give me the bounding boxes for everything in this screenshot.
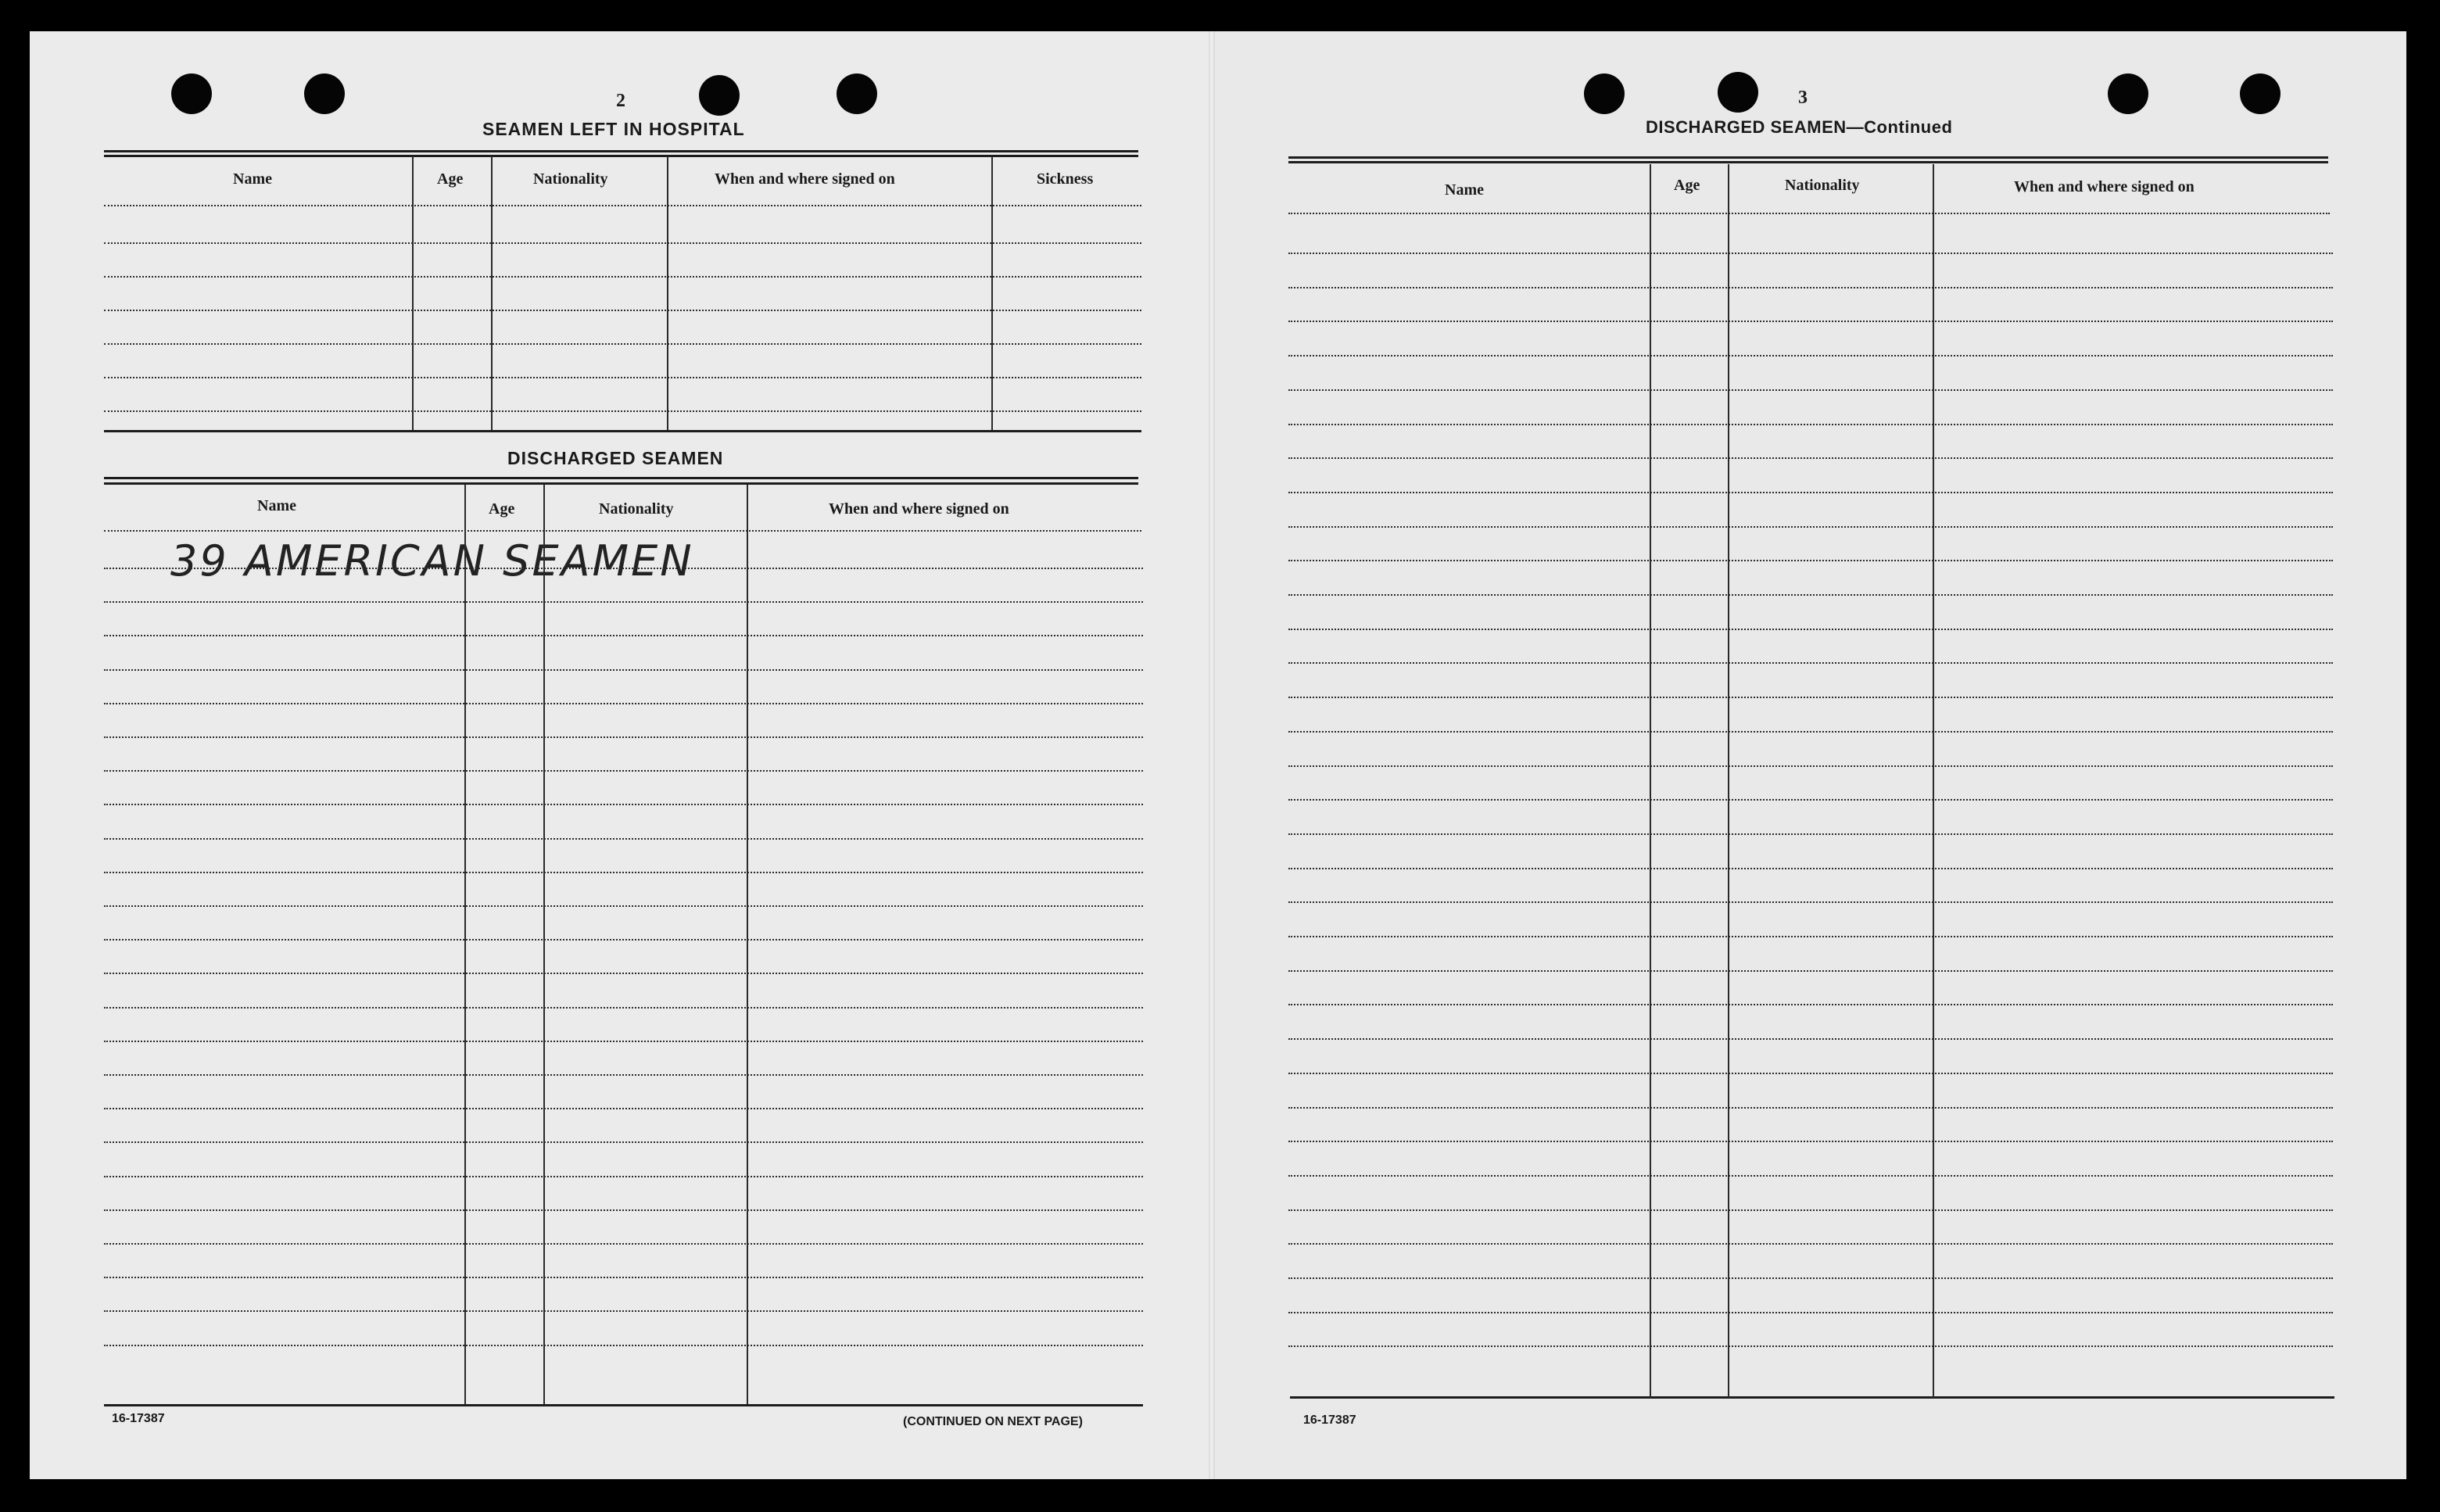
rule-line (1288, 594, 2333, 596)
col-header-sickness: Sickness (1037, 170, 1094, 188)
punch-hole (1584, 73, 1625, 114)
col-header-signed-on: When and where signed on (2014, 178, 2195, 195)
rule-line (1288, 970, 2333, 972)
rule-line (1288, 1004, 2333, 1005)
rule-line (104, 242, 1141, 244)
col-header-signed-on: When and where signed on (715, 170, 895, 188)
discharged-section-title: DISCHARGED SEAMEN (507, 448, 724, 468)
rule-line (1288, 868, 2333, 869)
column-divider (1728, 164, 1729, 1398)
rule-line (104, 601, 1143, 603)
col-header-name: Name (1445, 181, 1484, 199)
hospital-section-title: SEAMEN LEFT IN HOSPITAL (482, 119, 745, 139)
discharged-continued-title: DISCHARGED SEAMEN—Continued (1646, 117, 1953, 137)
rule-line (104, 568, 1143, 569)
punch-hole (837, 73, 877, 114)
rule-line (1288, 765, 2333, 767)
column-divider (667, 156, 668, 430)
column-divider (464, 485, 466, 1404)
page-number: 3 (1798, 88, 1808, 108)
table-bottom-rule (104, 1404, 1143, 1406)
rule-line (104, 736, 1143, 738)
rule-line (1288, 901, 2333, 903)
rule-line (1288, 321, 2333, 322)
rule-line (1288, 1312, 2333, 1313)
rule-line (1288, 1073, 2333, 1074)
rule-line (104, 343, 1141, 345)
rule-line (104, 804, 1143, 805)
rule-line (104, 635, 1143, 636)
continued-note: (CONTINUED ON NEXT PAGE) (903, 1415, 1083, 1428)
rule-line (1288, 936, 2333, 937)
rule-line (1288, 1209, 2333, 1211)
rule-line (1288, 457, 2333, 459)
column-divider (1650, 164, 1651, 1398)
table-bottom-rule (1290, 1396, 2334, 1399)
table-bottom-rule (104, 430, 1141, 432)
table-top-rule (1288, 156, 2328, 159)
rule-line (1288, 1141, 2333, 1142)
rule-line (104, 310, 1141, 311)
rule-line (1288, 492, 2333, 493)
rule-line (104, 872, 1143, 873)
rule-line (104, 905, 1143, 907)
rule-line (1288, 1243, 2333, 1245)
rule-line (1288, 560, 2333, 561)
punch-hole (171, 73, 212, 114)
col-header-nationality: Nationality (533, 170, 608, 188)
rule-line (104, 1041, 1143, 1042)
left-page (30, 31, 1212, 1479)
rule-line (1288, 731, 2333, 733)
rule-line (104, 1345, 1143, 1346)
rule-line (1288, 833, 2333, 835)
col-header-nationality: Nationality (1785, 177, 1860, 194)
right-page (1212, 31, 2406, 1479)
punch-hole (1718, 72, 1758, 113)
table-top-rule (104, 150, 1138, 152)
col-header-name: Name (233, 170, 272, 188)
rule-line (104, 1007, 1143, 1009)
page-fold (1209, 31, 1215, 1479)
rule-line (1288, 629, 2333, 630)
rule-line (1288, 213, 2330, 214)
col-header-age: Age (1674, 177, 1700, 194)
rule-line (1288, 1038, 2333, 1040)
rule-line (1288, 389, 2333, 391)
col-header-signed-on: When and where signed on (829, 500, 1009, 518)
punch-hole (699, 75, 740, 116)
rule-line (104, 1310, 1143, 1312)
rule-line (1288, 424, 2333, 425)
rule-line (104, 1176, 1143, 1177)
rule-line (104, 838, 1143, 840)
rule-line (1288, 355, 2333, 357)
rule-line (1288, 253, 2333, 254)
punch-hole (2240, 73, 2281, 114)
punch-hole (2108, 73, 2148, 114)
rule-line (1288, 1175, 2333, 1177)
column-divider (991, 156, 993, 430)
rule-line (1288, 1277, 2333, 1279)
page-number: 2 (616, 91, 625, 111)
rule-line (104, 377, 1141, 378)
table-top-rule (104, 477, 1138, 479)
rule-line (104, 1243, 1143, 1245)
rule-line (104, 1141, 1143, 1143)
table-top-rule (104, 482, 1138, 485)
col-header-age: Age (437, 170, 464, 188)
table-top-rule (104, 155, 1138, 157)
rule-line (1288, 697, 2333, 698)
rule-line (104, 276, 1141, 278)
rule-line (104, 1277, 1143, 1278)
rule-line (1288, 287, 2333, 288)
rule-line (1288, 1345, 2333, 1347)
rule-line (104, 770, 1143, 772)
table-top-rule (1288, 161, 2328, 163)
col-header-age: Age (489, 500, 515, 518)
rule-line (104, 530, 1141, 532)
rule-line (104, 410, 1141, 412)
rule-line (1288, 526, 2333, 528)
form-number: 16-17387 (112, 1412, 165, 1425)
rule-line (104, 939, 1143, 941)
rule-line (104, 205, 1141, 206)
rule-line (104, 703, 1143, 704)
rule-line (104, 1074, 1143, 1076)
column-divider (747, 485, 748, 1404)
column-divider (412, 156, 414, 430)
handwritten-entry: 39 AMERICAN SEAMEN (170, 536, 694, 586)
rule-line (1288, 799, 2333, 801)
rule-line (104, 1108, 1143, 1109)
rule-line (104, 1209, 1143, 1211)
col-header-name: Name (257, 497, 296, 514)
punch-hole (304, 73, 345, 114)
rule-line (1288, 1107, 2333, 1109)
column-divider (491, 156, 493, 430)
column-divider (1933, 164, 1934, 1398)
rule-line (104, 973, 1143, 974)
col-header-nationality: Nationality (599, 500, 674, 518)
rule-line (104, 669, 1143, 671)
rule-line (1288, 662, 2333, 664)
column-divider (543, 485, 545, 1404)
form-number: 16-17387 (1303, 1413, 1356, 1427)
